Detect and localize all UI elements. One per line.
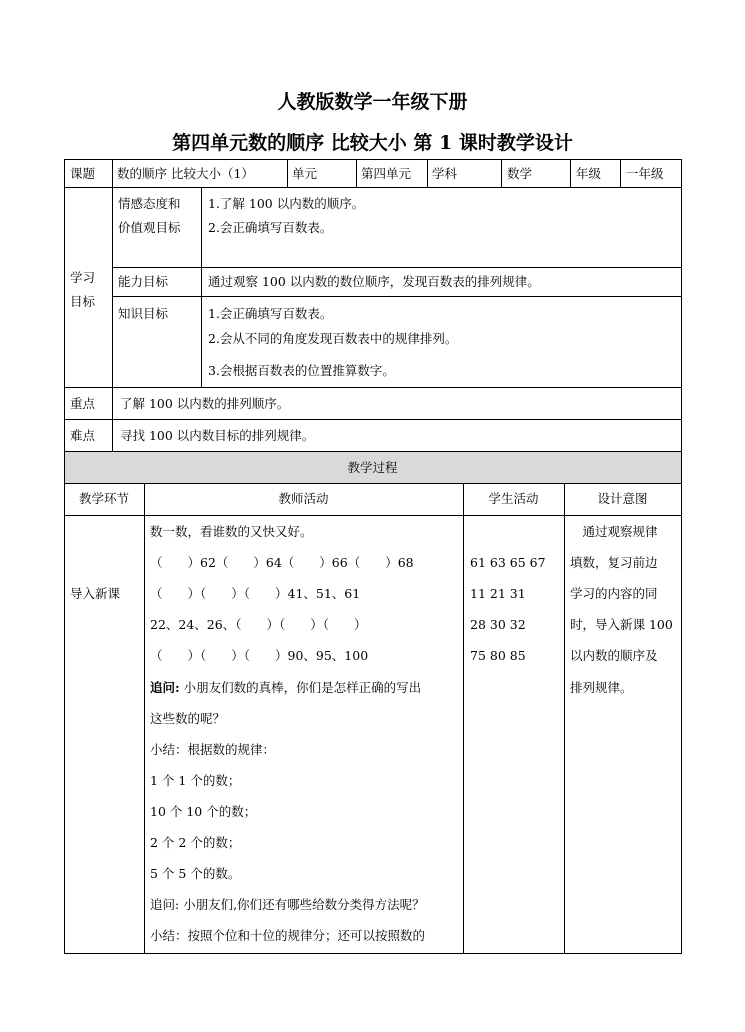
difficulty-text: 寻找 100 以内数目标的排列规律。 bbox=[120, 428, 315, 443]
key-point-text: 了解 100 以内数的排列顺序。 bbox=[120, 396, 290, 411]
key-point-label: 重点 bbox=[70, 396, 96, 411]
knowledge-label: 知识目标 bbox=[118, 306, 169, 321]
difficulty-label: 难点 bbox=[70, 428, 96, 443]
teacher-line-2: （ ）62（ ）64（ ）66（ ）68 bbox=[150, 555, 414, 570]
teacher-ask-line bbox=[150, 680, 421, 696]
emotion-label-1: 情感态度和 bbox=[118, 196, 181, 211]
teacher-line-14: 小结：按照个位和十位的规律分；还可以按照数的 bbox=[150, 928, 426, 943]
lesson-title: 第四单元数的顺序 比较大小 第 1 课时教学设计 bbox=[172, 132, 573, 154]
subject-value: 数学 bbox=[507, 166, 533, 181]
goals-label-1: 学习 bbox=[70, 270, 96, 285]
stage-name: 导入新课 bbox=[70, 586, 121, 601]
unit-value: 第四单元 bbox=[361, 166, 412, 181]
goals-label-2: 目标 bbox=[70, 294, 96, 309]
emotion-item-1: 1.了解 100 以内数的顺序。 bbox=[208, 196, 365, 211]
student-line-3: 28 30 32 bbox=[470, 617, 526, 632]
col-student-header: 学生活动 bbox=[488, 491, 539, 506]
teacher-line-12: 5 个 5 个的数。 bbox=[150, 866, 241, 881]
teacher-line-13: 追问: 小朋友们,你们还有哪些给数分类得方法呢？ bbox=[150, 897, 425, 912]
teacher-line-7: 这些数的呢？ bbox=[150, 711, 226, 726]
intent-line-2: 填数，复习前边 bbox=[570, 555, 658, 570]
topic-label: 课题 bbox=[70, 166, 96, 181]
intent-line-5: 以内数的顺序及 bbox=[570, 648, 658, 663]
topic-value: 数的顺序 比较大小（1） bbox=[117, 166, 254, 181]
ask-rest: 小朋友们数的真棒，你们是怎样正确的写出 bbox=[179, 680, 422, 695]
grade-label: 年级 bbox=[576, 166, 602, 181]
ability-text: 通过观察 100 以内数的数位顺序，发现百数表的排列规律。 bbox=[208, 274, 540, 289]
process-banner: 教学过程 bbox=[347, 460, 398, 475]
knowledge-item-1: 1.会正确填写百数表。 bbox=[208, 306, 333, 321]
knowledge-item-2: 2.会从不同的角度发现百数表中的规律排列。 bbox=[208, 331, 458, 346]
emotion-label-2: 价值观目标 bbox=[118, 220, 181, 235]
teacher-line-4: 22、24、26、（ ）（ ）（ ） bbox=[150, 617, 367, 632]
teacher-line-1: 数一数，看谁数的又快又好。 bbox=[150, 524, 313, 539]
knowledge-item-3: 3.会根据百数表的位置推算数字。 bbox=[208, 363, 395, 378]
student-line-4: 75 80 85 bbox=[470, 648, 526, 663]
intent-line-3: 学习的内容的同 bbox=[570, 586, 658, 601]
intent-line-1: 通过观察规律 bbox=[570, 524, 658, 539]
emotion-item-2: 2.会正确填写百数表。 bbox=[208, 220, 333, 235]
grade-value: 一年级 bbox=[626, 166, 664, 181]
intent-line-4: 时，导入新课 100 bbox=[570, 617, 673, 632]
col-intent-header: 设计意图 bbox=[597, 491, 648, 506]
intent-line-6: 排列规律。 bbox=[570, 680, 633, 695]
teacher-line-9: 1 个 1 个的数； bbox=[150, 773, 241, 788]
col-teacher-header: 教师活动 bbox=[278, 491, 329, 506]
teacher-line-5: （ ）（ ）（ ）90、95、100 bbox=[150, 648, 369, 663]
col-stage-header: 教学环节 bbox=[78, 491, 129, 506]
teacher-line-8: 小结：根据数的规律： bbox=[150, 742, 276, 757]
teacher-line-11: 2 个 2 个的数； bbox=[150, 835, 241, 850]
ask-prefix: 追问: bbox=[150, 680, 180, 695]
unit-label: 单元 bbox=[292, 166, 318, 181]
teacher-line-3: （ ）（ ）（ ）41、51、61 bbox=[150, 586, 361, 601]
subject-label: 学科 bbox=[432, 166, 458, 181]
teacher-line-10: 10 个 10 个的数； bbox=[150, 804, 257, 819]
ability-label: 能力目标 bbox=[118, 274, 169, 289]
student-line-1: 61 63 65 67 bbox=[470, 555, 546, 570]
document-title: 人教版数学一年级下册 bbox=[277, 91, 468, 113]
student-line-2: 11 21 31 bbox=[470, 586, 526, 601]
